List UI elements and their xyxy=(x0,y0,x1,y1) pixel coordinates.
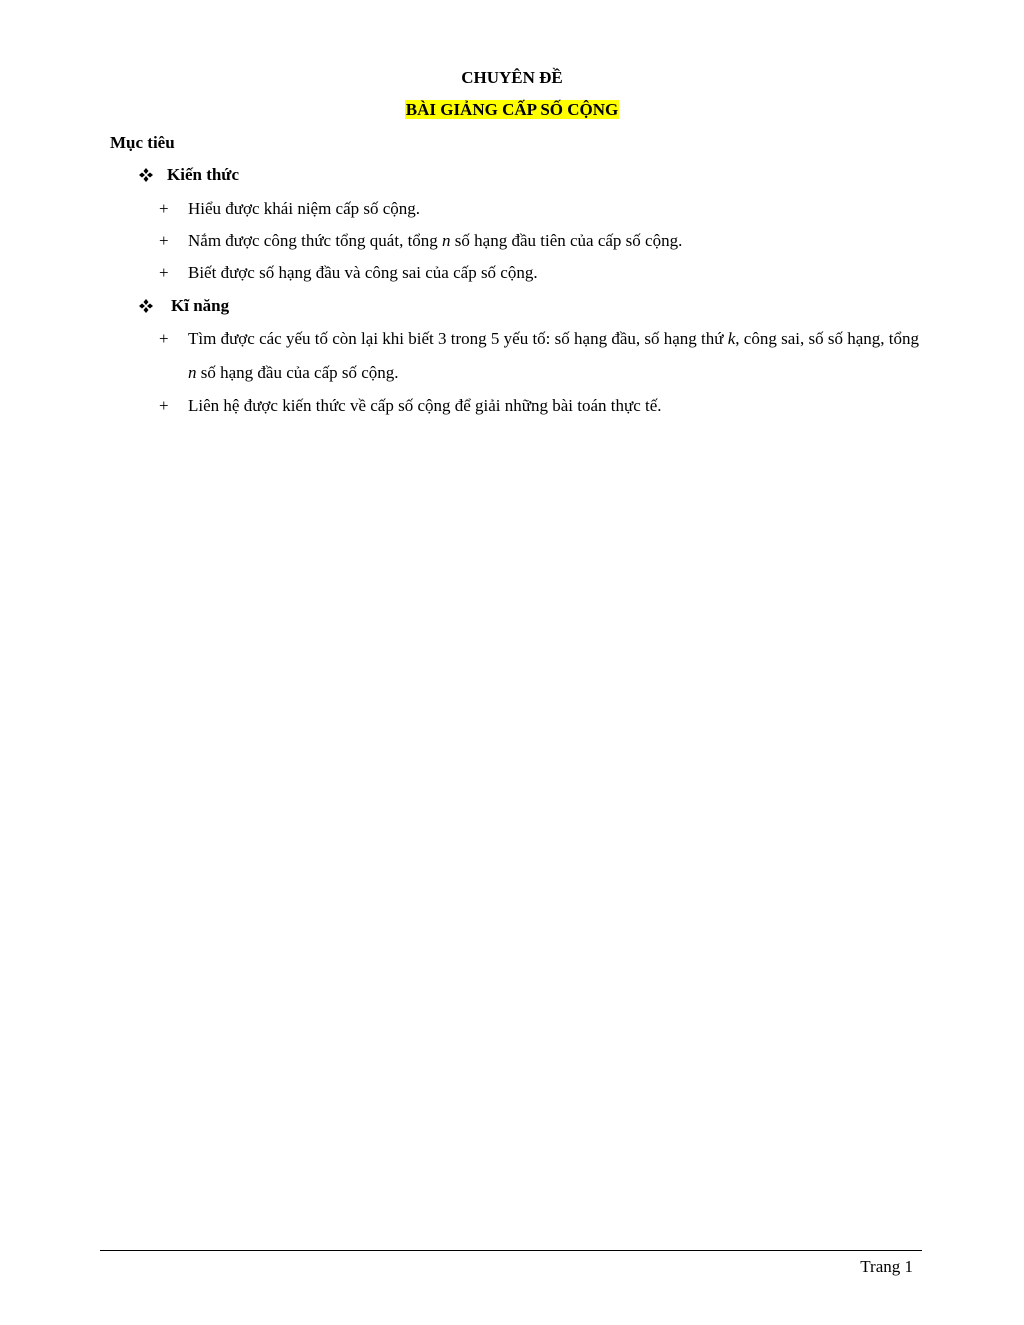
list-item xyxy=(159,224,919,258)
skills-heading xyxy=(139,296,229,316)
list-item xyxy=(159,389,919,423)
list-item xyxy=(159,192,919,226)
page-number: Trang 1 xyxy=(860,1257,913,1276)
knowledge-heading xyxy=(139,165,239,185)
plus-marker: + xyxy=(159,396,169,415)
topic-heading: CHUYÊN ĐỀ xyxy=(461,68,563,87)
plus-marker: + xyxy=(159,199,169,218)
plus-marker: + xyxy=(159,263,169,282)
list-item xyxy=(159,322,919,390)
list-item xyxy=(159,256,919,290)
list-item-text: Nắm được công thức tổng quát, tổng n số hạng đầu tiên của cấp số cộng. xyxy=(188,231,683,250)
math-variable: n xyxy=(442,231,451,250)
four-diamond-bullet-icon xyxy=(139,168,153,182)
objectives-heading: Mục tiêu xyxy=(110,133,175,152)
lesson-title-highlight: BÀI GIẢNG CẤP SỐ CỘNG xyxy=(405,100,619,119)
knowledge-heading-label: Kiến thức xyxy=(167,165,240,184)
lesson-title xyxy=(0,100,1024,120)
math-variable: n xyxy=(188,363,197,382)
list-item-text: Hiểu được khái niệm cấp số cộng. xyxy=(188,199,421,218)
list-item-text: Tìm được các yếu tố còn lại khi biết 3 trong 5 yếu tố: số hạng đầu, số hạng thứ k, công sai, số số hạng, tổng n số hạng đầu của cấp số cộng. xyxy=(188,329,919,382)
footer-divider xyxy=(100,1250,922,1251)
skills-heading-label: Kĩ năng xyxy=(171,296,230,315)
list-item-text: Liên hệ được kiến thức về cấp số cộng để giải những bài toán thực tế. xyxy=(188,396,662,415)
plus-marker: + xyxy=(159,329,169,348)
math-variable: k xyxy=(727,329,736,348)
list-item-text: Biết được số hạng đầu và công sai của cấp số cộng. xyxy=(188,263,538,282)
plus-marker: + xyxy=(159,231,169,250)
four-diamond-bullet-icon xyxy=(139,299,153,313)
